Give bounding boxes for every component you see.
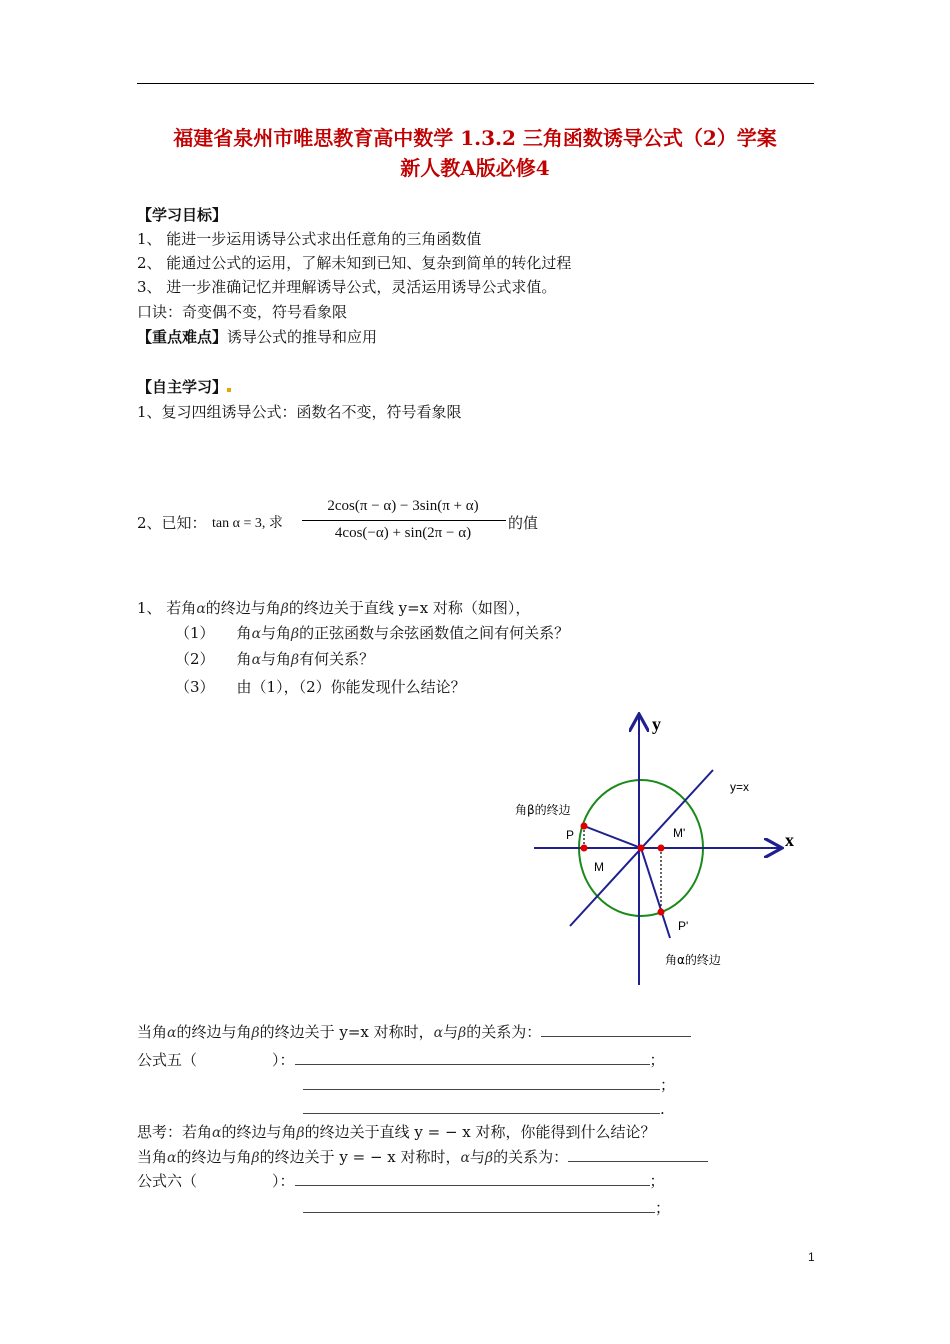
- mnemonic: 口诀：奇变偶不变，符号看象限: [137, 303, 348, 321]
- sub-num: （2）: [175, 650, 215, 668]
- objectives-heading: 【学习目标】: [137, 206, 228, 224]
- f-text: 与: [469, 1148, 485, 1166]
- f-text: 的终边关于 y=x 对称时，: [259, 1023, 434, 1041]
- mark: [227, 388, 231, 392]
- f-text: 当角: [137, 1148, 168, 1166]
- formula5-line3: [303, 1099, 665, 1118]
- answer-blank[interactable]: [541, 1022, 691, 1037]
- q-text: 的终边与角: [205, 599, 281, 617]
- f-text: 当角: [137, 1023, 168, 1041]
- q-text: 的正弦函数与余弦函数值之间有何关系？: [299, 624, 570, 642]
- page-title-line1: 福建省泉州市唯思教育高中数学 1.3.2 三角函数诱导公式（2）学案: [173, 126, 777, 150]
- y-axis-label: y: [652, 714, 661, 734]
- f-text: 思考：若角: [137, 1123, 213, 1141]
- sub-num: （3）: [175, 678, 215, 696]
- answer-blank[interactable]: [295, 1050, 650, 1065]
- page-title-line2: 新人教A版必修4: [400, 156, 550, 180]
- f-text: ；: [649, 1051, 665, 1069]
- x-axis-label: x: [785, 830, 794, 850]
- keypoints-label: 【重点难点】: [137, 328, 228, 346]
- f-text: 公式六（: [137, 1172, 198, 1190]
- formula5-statement: [137, 1021, 691, 1042]
- f-text: 与: [443, 1023, 459, 1041]
- beta-symbol: β: [291, 652, 300, 668]
- alpha-symbol: α: [196, 601, 206, 617]
- selfstudy-heading-text: 【自主学习】: [137, 378, 228, 396]
- f-text: ）：: [272, 1172, 295, 1190]
- q-text: 与角: [261, 650, 292, 668]
- selfstudy-item2-prefix: 2、已知：: [137, 514, 207, 532]
- f-text: 的关系为：: [466, 1023, 542, 1041]
- question-sub1: [175, 622, 569, 643]
- page-number: 1: [808, 1250, 815, 1264]
- f-text: 的关系为：: [493, 1148, 569, 1166]
- q-text: 由（1），（2）你能发现什么结论？: [236, 678, 466, 696]
- point-m: [581, 845, 588, 852]
- beta-symbol: β: [485, 1150, 494, 1166]
- alpha-symbol: α: [167, 1150, 177, 1166]
- header-rule: [137, 83, 814, 84]
- question-sub3: [175, 676, 466, 697]
- f-text: 公式五（: [137, 1051, 198, 1069]
- formula6-line2: [303, 1197, 670, 1218]
- f-text: ；: [649, 1172, 665, 1190]
- f-text: ；: [660, 1076, 676, 1094]
- q-text: 1、 若角: [137, 599, 197, 617]
- formula6-statement: [137, 1146, 708, 1167]
- formula6-line: [137, 1170, 665, 1191]
- q-text: 角: [236, 624, 252, 642]
- sub-num: （1）: [175, 624, 215, 642]
- y-equals-x-label: y=x: [730, 780, 750, 794]
- f-text: 的终边关于直线 y = − x 对称，你能得到什么结论？: [304, 1123, 656, 1141]
- beta-symbol: β: [458, 1025, 467, 1041]
- q-text: 角: [236, 650, 252, 668]
- q-text: 的终边关于直线 y=x 对称（如图），: [288, 599, 531, 617]
- beta-symbol: β: [291, 626, 300, 642]
- formula5-line: [137, 1049, 665, 1070]
- q-text: 与角: [261, 624, 292, 642]
- alpha-symbol: α: [433, 1025, 444, 1041]
- keypoints: [137, 326, 377, 347]
- origin-point: [638, 845, 645, 852]
- alpha-side-label: 角α的终边: [665, 953, 721, 967]
- question-intro: [137, 597, 530, 618]
- answer-blank[interactable]: [295, 1171, 650, 1186]
- keypoints-text: 诱导公式的推导和应用: [227, 328, 378, 346]
- f-text: 的终边与角: [176, 1023, 252, 1041]
- m-prime-label: M': [673, 826, 686, 840]
- fraction-bar: [302, 520, 506, 521]
- f-text: .: [660, 1100, 665, 1118]
- beta-symbol: β: [280, 601, 289, 617]
- beta-symbol: β: [251, 1150, 260, 1166]
- beta-symbol: β: [251, 1025, 260, 1041]
- f-text: ）：: [272, 1051, 295, 1069]
- beta-symbol: β: [296, 1125, 305, 1141]
- formula5-line2: [303, 1074, 675, 1095]
- answer-blank[interactable]: [568, 1147, 708, 1162]
- point-p: [581, 823, 588, 830]
- m-label: M: [594, 860, 604, 874]
- answer-blank[interactable]: [303, 1099, 660, 1114]
- beta-side-label: 角β的终边: [515, 803, 571, 817]
- beta-terminal-side: [584, 826, 641, 848]
- alpha-symbol: α: [460, 1150, 470, 1166]
- fraction-denominator: 4cos(−α) + sin(2π − α): [334, 525, 472, 541]
- f-text: 的终边与角: [176, 1148, 252, 1166]
- alpha-symbol: α: [251, 652, 262, 668]
- point-p-prime: [658, 909, 665, 916]
- fraction-numerator: 2cos(π − α) − 3sin(π + α): [327, 498, 479, 514]
- f-text: ；: [655, 1199, 671, 1217]
- objective-item: 1、 能进一步运用诱导公式求出任意角的三角函数值: [137, 230, 482, 248]
- question-sub2: [175, 648, 374, 669]
- selfstudy-heading: [137, 376, 231, 397]
- objective-item: 3、 进一步准确记忆并理解诱导公式，灵活运用诱导公式求值。: [137, 278, 557, 296]
- f-text: 的终边关于 y = − x 对称时，: [259, 1148, 461, 1166]
- alpha-symbol: α: [167, 1025, 177, 1041]
- f-text: 的终边与角: [221, 1123, 297, 1141]
- p-prime-label: P': [678, 919, 689, 933]
- alpha-symbol: α: [251, 626, 262, 642]
- answer-blank[interactable]: [303, 1075, 660, 1090]
- alpha-terminal-side: [641, 848, 670, 938]
- point-m-prime: [658, 845, 665, 852]
- q-text: 有何关系？: [299, 650, 375, 668]
- answer-blank[interactable]: [303, 1198, 655, 1213]
- objective-item: 2、 能通过公式的运用，了解未知到已知、复杂到简单的转化过程: [137, 254, 572, 272]
- selfstudy-item1: 1、复习四组诱导公式：函数名不变，符号看象限: [137, 403, 462, 421]
- think-question: [137, 1121, 656, 1142]
- unit-circle-figure: [500, 700, 810, 1000]
- alpha-symbol: α: [212, 1125, 222, 1141]
- selfstudy-item2-suffix: 的值: [508, 514, 539, 532]
- given-tan: tan α = 3, 求: [212, 516, 283, 531]
- p-label: P: [566, 828, 575, 842]
